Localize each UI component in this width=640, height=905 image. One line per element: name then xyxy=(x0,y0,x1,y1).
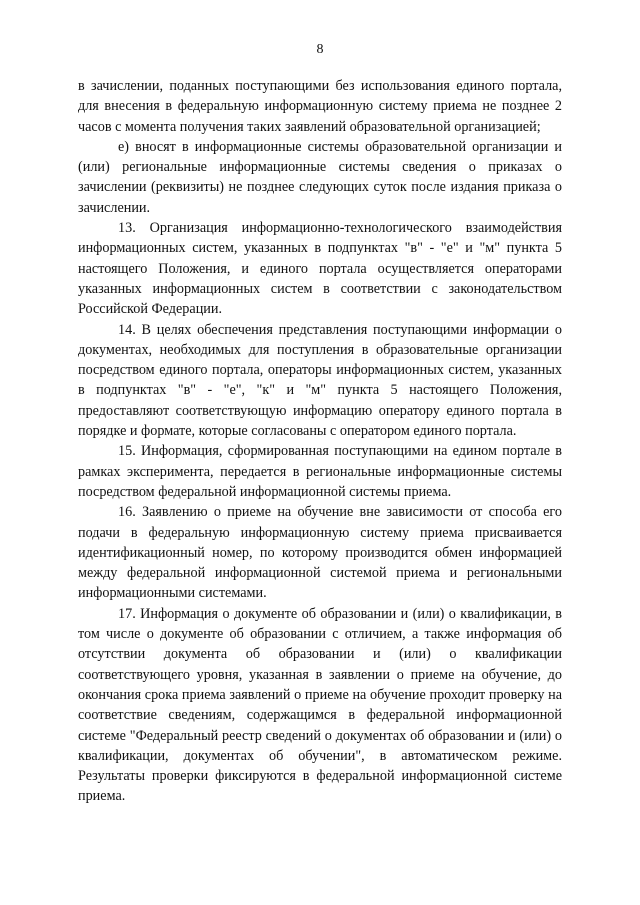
paragraph-item-e: е) вносят в информационные системы образовательной организации и (или) региональные информационные системы сведения о приказах о зачислении (реквизиты) не позднее следующих суток после издания приказа о зачислении. xyxy=(78,138,562,216)
paragraph-16: 16. Заявлению о приеме на обучение вне зависимости от способа его подачи в федеральную информационную систему приема присваивается идентификационный номер, по которому производится обмен информацией между федеральной информационной системой приема и региональными информационными системами. xyxy=(78,504,562,602)
paragraph-17: 17. Информация о документе об образовании и (или) о квалификации, в том числе о документе об образовании с отличием, а также информация об отсутствии документа об образовании и (или) о квалификации соответствующего уровня, указанная в заявлении о приеме на обучение, до окончания срока приема заявлений о приеме на обучение проходит проверку на соответствие сведениям, содержащимся в федеральной информационной системе "Федеральный реестр сведений о документах об образовании и (или) о квалификации, документах об обучении", в автоматическом режиме. Результаты проверки фиксируются в федеральной информационной системе приема. xyxy=(78,605,562,805)
paragraph-continuation: в зачислении, поданных поступающими без использования единого портала, для внесения в федеральную информационную систему приема не позднее 2 часов с момента получения таких заявлений образовательной организацией; xyxy=(78,78,562,135)
paragraph-14: 14. В целях обеспечения представления поступающими информации о документах, необходимых для поступления в образовательные организации посредством единого портала, операторы информационных систем, указанных в подпунктах "в" - "е", "к" и "м" пункта 5 настоящего Положения, предоставляют соответствующую информацию оператору единого портала в порядке и формате, которые согласованы с оператором единого портала. xyxy=(78,321,562,440)
page-number: 8 xyxy=(316,42,324,57)
paragraph-15: 15. Информация, сформированная поступающими на едином портале в рамках эксперимента, передается в региональные информационные системы посредством федеральной информационной системы приема. xyxy=(78,443,562,500)
paragraph-13: 13. Организация информационно-технологического взаимодействия информационных систем, указанных в подпунктах "в" - "е" и "м" пункта 5 настоящего Положения, и единого портала осуществляется операторами указанных информационных систем в соответствии с законодательством Российской Федерации. xyxy=(78,220,562,318)
document-body xyxy=(78,76,562,807)
